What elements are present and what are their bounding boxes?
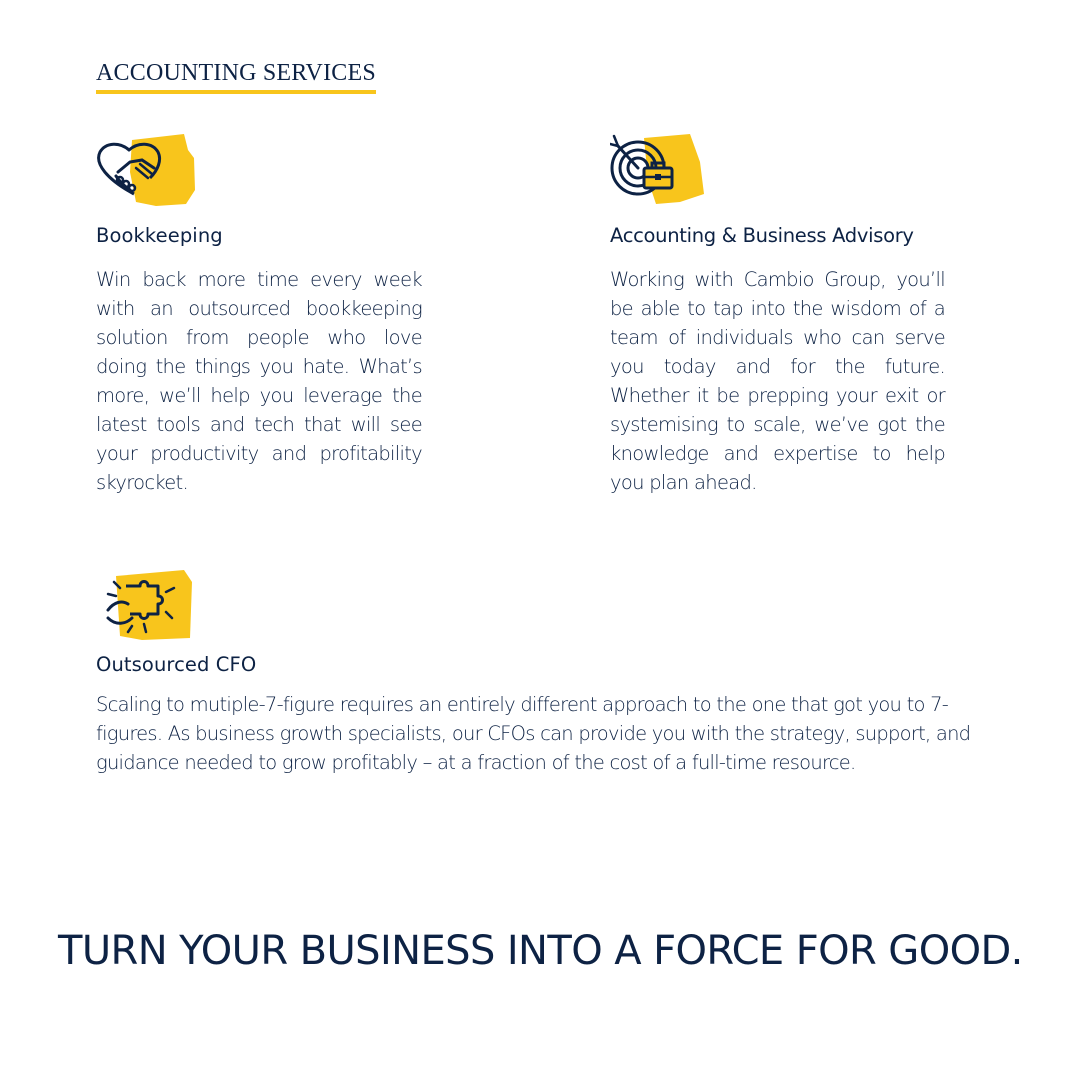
tagline-highlight-word: GOOD. — [888, 928, 1023, 974]
service-description: Working with Cambio Group, you’ll be able to tap into the wisdom of a team of individuals who can serve you today and for the future. Whether it be prepping your exit or systemising to scale, we’ve got the knowledge and expertise to help you plan ahead. — [610, 268, 945, 494]
service-advisory — [610, 132, 945, 494]
target-briefcase-icon — [610, 132, 720, 212]
service-title: Bookkeeping — [96, 224, 223, 247]
service-title: Outsourced CFO — [96, 653, 257, 676]
handshake-heart-icon — [96, 132, 206, 212]
tagline-highlight — [888, 928, 1022, 974]
tagline — [58, 928, 1023, 974]
puzzle-pieces-icon — [96, 568, 206, 648]
service-description: Win back more time every week with an outsourced bookkeeping solution from people who love doing the things you hate. What’s more, we’ll help you leverage the latest tools and tech that will see your productivity and profitability skyrocket. — [96, 268, 422, 494]
service-outsourced-cfo — [96, 568, 976, 774]
service-bookkeeping — [96, 132, 422, 494]
service-description: Scaling to mutiple-7-figure requires an entirely different approach to the one that got you to 7-figures. As business growth specialists, our CFOs can provide you with the strategy, support, and guidance needed to grow profitably – at a fraction of the cost of a full-time resource. — [96, 693, 971, 774]
service-title: Accounting & Business Advisory — [610, 224, 914, 247]
section-title: ACCOUNTING SERVICES — [96, 60, 376, 94]
tagline-text: TURN YOUR BUSINESS INTO A FORCE FOR — [58, 928, 889, 974]
